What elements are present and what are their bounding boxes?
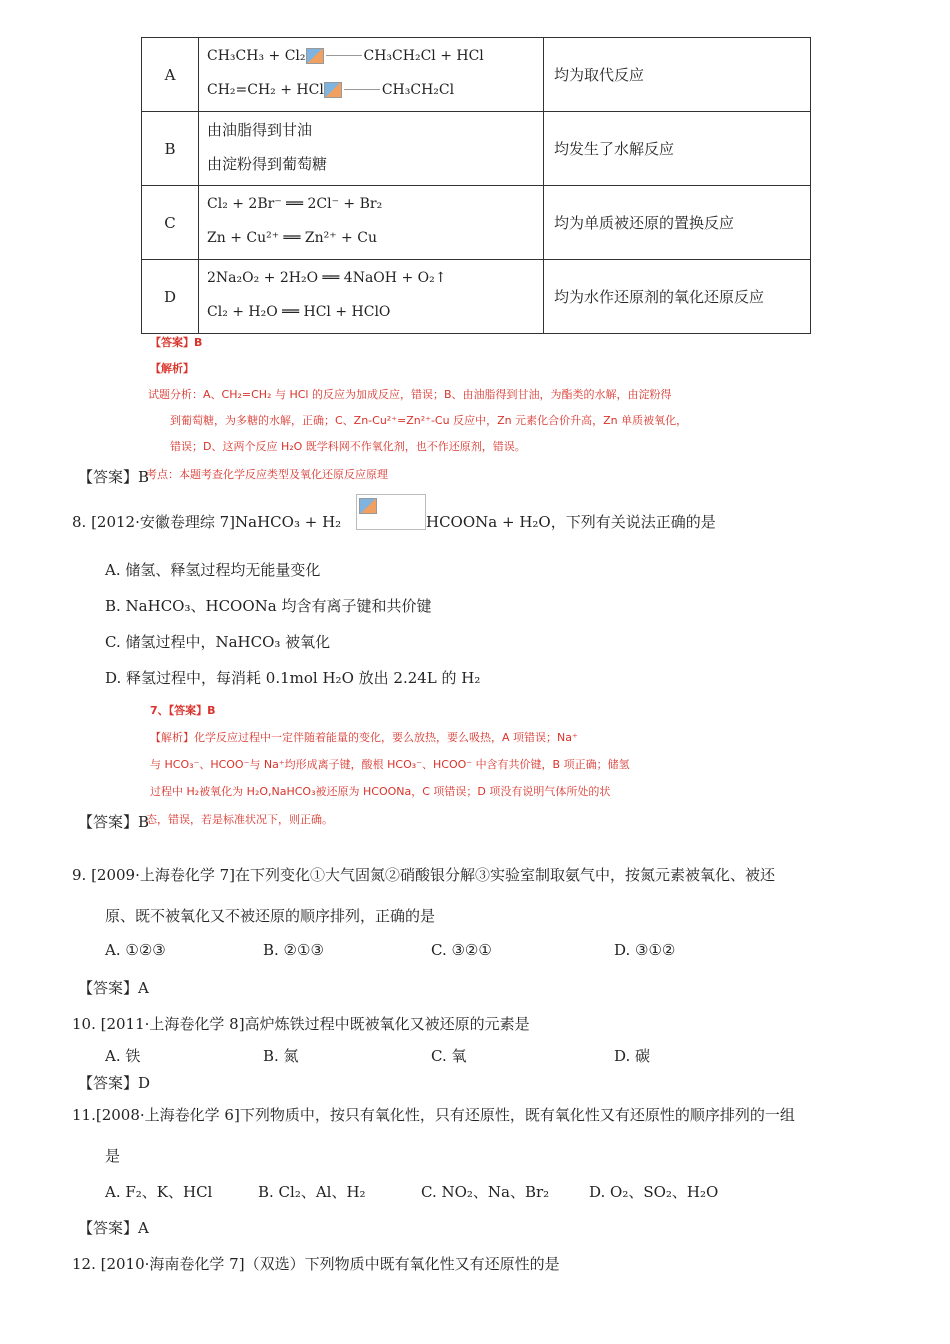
question-11-stem: 11.[2008·上海卷化学 6]下列物质中，按只有氧化性，只有还原性，既有氧化性又有还原性的顺序排列的一组: [72, 1106, 795, 1124]
reaction-line: 2Na₂O₂ + 2H₂O ══ 4NaOH + O₂↑: [207, 269, 447, 286]
option-d: D. 碳: [614, 1047, 651, 1065]
answer-label: 【答案】D: [78, 1074, 151, 1092]
option-b: B. Cl₂、Al、H₂: [258, 1183, 366, 1201]
image-icon: [306, 48, 324, 64]
red-jiexi: 【解析】: [150, 362, 194, 375]
red-analysis-line: 到葡萄糖，为多糖的水解，正确；C、Zn-Cu²⁺=Zn²⁺-Cu 反应中，Zn 元素化合价升高，Zn 单质被氧化，: [170, 414, 688, 427]
row-a-conclusion: 均为取代反应: [544, 38, 811, 112]
reaction-line: 由油脂得到甘油: [207, 120, 313, 139]
answer-label: 【答案】A: [78, 979, 149, 997]
question-8-stem: 8. [2012·安徽卷理综 7]NaHCO₃ + H₂: [72, 513, 342, 531]
reaction-line: CH₃CH₃ + Cl₂ CH₃CH₂Cl + HCl: [207, 47, 484, 64]
red-analysis-line: 【解析】化学反应过程中一定伴随着能量的变化，要么放热，要么吸热，A 项错误；Na⁺: [150, 731, 578, 744]
option-d: D. ③①②: [614, 941, 676, 959]
answer-label: 【答案】B: [78, 813, 150, 831]
question-8-stem-end: HCOONa + H₂O，下列有关说法正确的是: [426, 513, 716, 531]
red-analysis-line: 过程中 H₂被氧化为 H₂O,NaHCO₃被还原为 HCOONa，C 项错误；D 项没有说明气体所处的状: [150, 785, 611, 798]
option-d: D. 释氢过程中，每消耗 0.1mol H₂O 放出 2.24L 的 H₂: [105, 669, 481, 687]
row-d-conclusion: 均为水作还原剂的氧化还原反应: [544, 260, 811, 334]
option-c: C. 储氢过程中，NaHCO₃ 被氧化: [105, 633, 331, 651]
row-b-reactions: [199, 112, 544, 186]
answer-label: 【答案】B: [78, 468, 150, 486]
red-analysis-line: 试题分析：A、CH₂=CH₂ 与 HCl 的反应为加成反应，错误；B、由油脂得到甘油，为酯类的水解，由淀粉得: [148, 388, 672, 401]
option-c: C. NO₂、Na、Br₂: [421, 1183, 550, 1201]
row-b-label: B: [142, 112, 199, 186]
option-a: A. 铁: [105, 1047, 141, 1065]
question-11-stem: 是: [105, 1147, 121, 1165]
row-d-label: D: [142, 260, 199, 334]
option-a: A. 储氢、释氢过程均无能量变化: [105, 561, 321, 579]
row-c-label: C: [142, 186, 199, 260]
red-analysis-line: 考点：本题考查化学反应类型及氧化还原反应原理: [146, 468, 388, 481]
reaction-line: CH₂=CH₂ + HCl CH₃CH₂Cl: [207, 81, 455, 98]
red-analysis-line: 错误；D、这两个反应 H₂O 既学科网不作氧化剂，也不作还原剂，错误。: [170, 440, 526, 453]
option-b: B. NaHCO₃、HCOONa 均含有离子键和共价键: [105, 597, 432, 615]
row-b-conclusion: 均发生了水解反应: [544, 112, 811, 186]
reaction-line: Cl₂ + H₂O ══ HCl + HClO: [207, 303, 391, 320]
question-10-stem: 10. [2011·上海卷化学 8]高炉炼铁过程中既被氧化又被还原的元素是: [72, 1015, 530, 1033]
reaction-line: 由淀粉得到葡萄糖: [207, 154, 328, 173]
row-d-reactions: [199, 260, 544, 334]
option-c: C. ③②①: [431, 941, 492, 959]
option-d: D. O₂、SO₂、H₂O: [589, 1183, 719, 1201]
option-c: C. 氧: [431, 1047, 467, 1065]
options-table: [141, 37, 811, 334]
option-a: A. F₂、K、HCl: [105, 1183, 213, 1201]
row-c-conclusion: 均为单质被还原的置换反应: [544, 186, 811, 260]
answer-label: 【答案】A: [78, 1219, 149, 1237]
red-answer: 7、【答案】B: [150, 704, 216, 717]
image-icon: [324, 82, 342, 98]
reaction-line: Zn + Cu²⁺ ══ Zn²⁺ + Cu: [207, 229, 377, 246]
red-answer: 【答案】B: [150, 336, 203, 349]
option-b: B. ②①③: [263, 941, 324, 959]
red-analysis-line: 与 HCO₃⁻、HCOO⁻与 Na⁺均形成离子键，酸根 HCO₃⁻、HCOO⁻ 中含有共价键，B 项正确；储氢: [150, 758, 630, 771]
question-12-stem: 12. [2010·海南卷化学 7]（双选）下列物质中既有氧化性又有还原性的是: [72, 1255, 560, 1273]
row-a-reactions: [199, 38, 544, 112]
option-b: B. 氮: [263, 1047, 299, 1065]
reaction-line: Cl₂ + 2Br⁻ ══ 2Cl⁻ + Br₂: [207, 195, 383, 212]
question-9-stem: 原、既不被氧化又不被还原的顺序排列，正确的是: [105, 907, 436, 925]
image-placeholder: [356, 494, 426, 530]
row-a-label: A: [142, 38, 199, 112]
red-analysis-line: 态，错误，若是标准状况下，则正确。: [146, 813, 333, 826]
image-icon: [359, 498, 377, 514]
row-c-reactions: [199, 186, 544, 260]
question-9-stem: 9. [2009·上海卷化学 7]在下列变化①大气固氮②硝酸银分解③实验室制取氨气中，按氮元素被氧化、被还: [72, 866, 776, 884]
option-a: A. ①②③: [105, 941, 166, 959]
